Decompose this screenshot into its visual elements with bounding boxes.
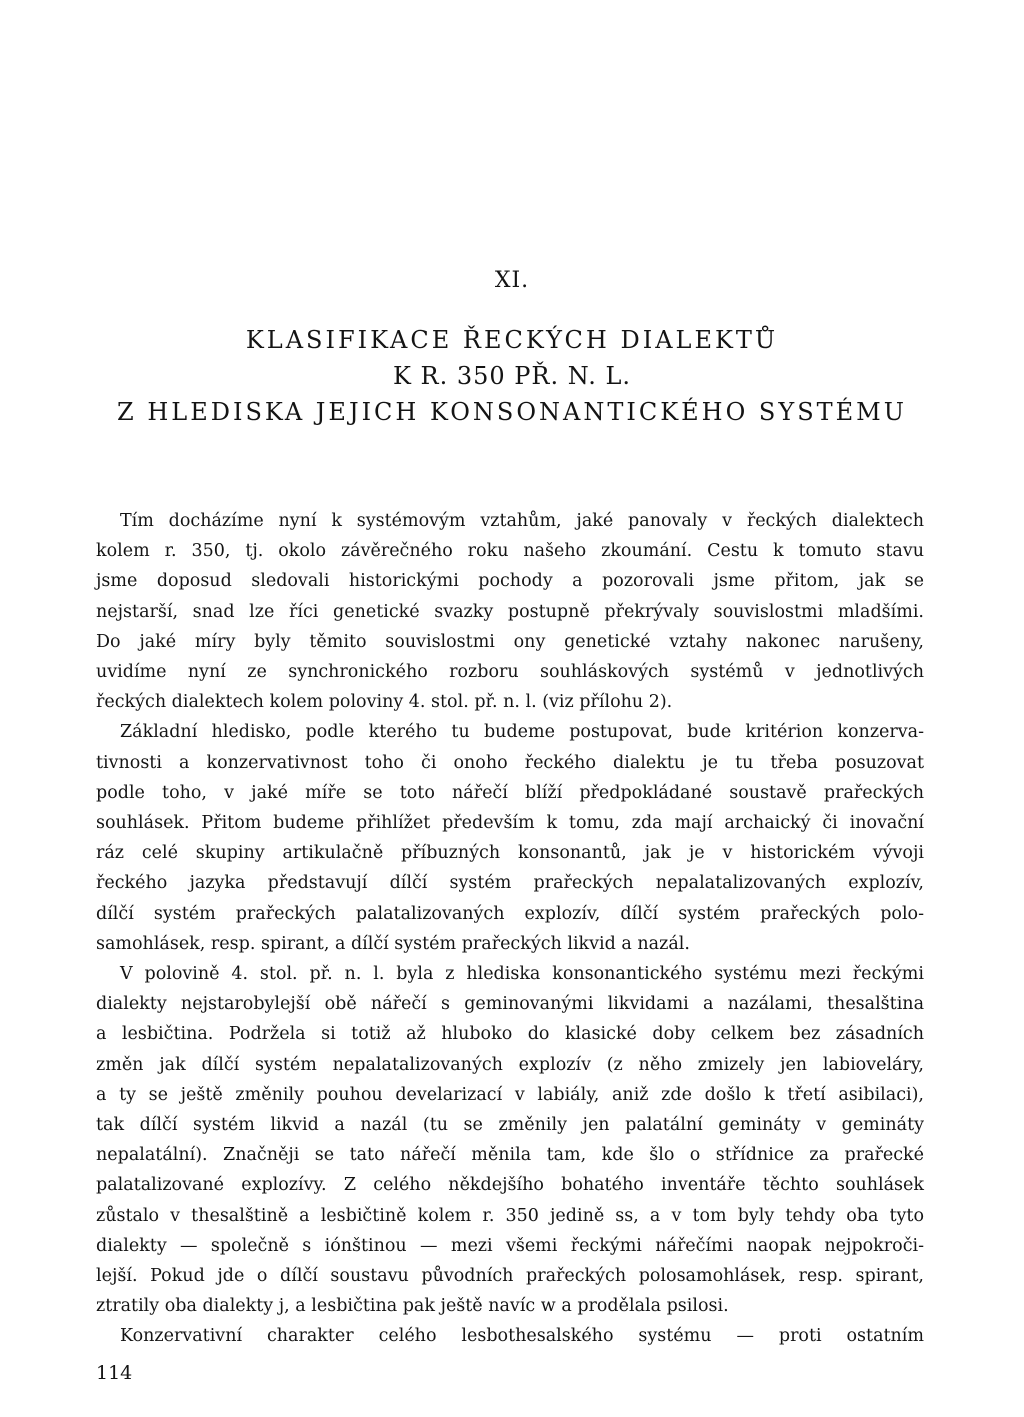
text-line: a lesbičtina. Podržela si totiž až hluboko do klasické doby celkem bez zásadních	[96, 1024, 924, 1045]
text-line: tak dílčí systém likvid a nazál (tu se změnily jen palatální gemináty v gemináty	[96, 1115, 924, 1136]
text-line: řeckého jazyka představují dílčí systém prařeckých nepalatalizovaných explozív,	[96, 873, 924, 894]
text-line: dialekty — společně s iónštinou — mezi všemi řeckými nářečími naopak nejpokroči-	[96, 1235, 924, 1256]
text-line: samohlásek, resp. spirant, a dílčí systém prařeckých likvid a nazál.	[96, 933, 690, 954]
paragraph	[96, 1321, 924, 1351]
text-line: řeckých dialektech kolem poloviny 4. stol. př. n. l. (viz přílohu 2).	[96, 692, 673, 713]
chapter-title-line: Z HLEDISKA JEJICH KONSONANTICKÉHO SYSTÉMU	[117, 398, 907, 426]
text-line: jsme doposud sledovali historickými pochody a pozorovali jsme přitom, jak se	[96, 571, 924, 592]
text-line: lejší. Pokud jde o dílčí soustavu původních prařeckých polosamohlásek, resp. spirant,	[96, 1266, 924, 1287]
chapter-title-line: K R. 350 PŘ. N. L.	[392, 362, 632, 390]
paragraph	[96, 506, 924, 717]
text-line: dialekty nejstarobylejší obě nářečí s geminovanými likvidami a nazálami, thesalština	[96, 994, 924, 1015]
paragraph	[96, 959, 924, 1321]
text-line: Tím docházíme nyní k systémovým vztahům, jaké panovaly v řeckých dialektech	[120, 511, 924, 531]
text-line: změn jak dílčí systém nepalatalizovaných explozív (z něho zmizely jen labioveláry,	[96, 1054, 924, 1075]
text-line: a ty se ještě změnily pouhou develarizací v labiály, aniž zde došlo k třetí asibilaci),	[96, 1084, 924, 1105]
text-line: nepalatální). Značněji se tato nářečí měnila tam, kde šlo o střídnice za prařecké	[96, 1145, 924, 1166]
text-line: Základní hledisko, podle kterého tu budeme postupovat, bude kritérion konzerva-	[120, 722, 924, 743]
text-line: uvidíme nyní ze synchronického rozboru souhláskových systémů v jednotlivých	[96, 662, 924, 683]
text-line: V polovině 4. stol. př. n. l. byla z hlediska konsonantického systému mezi řeckými	[120, 964, 924, 985]
text-line: kolem r. 350, tj. okolo závěrečného roku našeho zkoumání. Cestu k tomuto stavu	[96, 541, 924, 562]
text-line: dílčí systém prařeckých palatalizovaných explozív, dílčí systém prařeckých polo-	[96, 903, 924, 924]
text-line: souhlásek. Přitom budeme přihlížet především k tomu, zda mají archaický či inovační	[96, 813, 924, 834]
text-line: tivnosti a konzervativnost toho či onoho řeckého dialektu je tu třeba posuzovat	[96, 752, 924, 773]
text-line: Konzervativní charakter celého lesbothesalského systému — proti ostatním	[120, 1326, 924, 1347]
text-line: zůstalo v thesalštině a lesbičtině kolem r. 350 jedině ss, a v tom byly tehdy oba tyto	[96, 1205, 924, 1226]
body-text	[96, 506, 924, 1352]
chapter-title-line: KLASIFIKACE ŘECKÝCH DIALEKTŮ	[245, 326, 779, 354]
text-line: podle toho, v jaké míře se toto nářečí blíží předpokládané soustavě prařeckých	[96, 782, 924, 803]
text-line: nejstarší, snad lze říci genetické svazky postupně překrývaly souvislostmi mladšími.	[96, 601, 924, 622]
paragraph	[96, 717, 924, 959]
text-line: Do jaké míry byly těmito souvislostmi ony genetické vztahy nakonec narušeny,	[96, 631, 924, 652]
text-line: ztratily oba dialekty j, a lesbičtina pak ještě navíc w a prodělala psilosi.	[96, 1296, 729, 1317]
text-line: ráz celé skupiny artikulačně příbuzných konsonantů, jak je v historickém vývoji	[96, 843, 924, 864]
chapter-title	[0, 322, 1024, 430]
chapter-number: XI.	[494, 268, 530, 293]
text-line: palatalizované explozívy. Z celého někdejšího bohatého inventáře těchto souhlásek	[96, 1175, 924, 1196]
page-number: 114	[96, 1362, 133, 1384]
